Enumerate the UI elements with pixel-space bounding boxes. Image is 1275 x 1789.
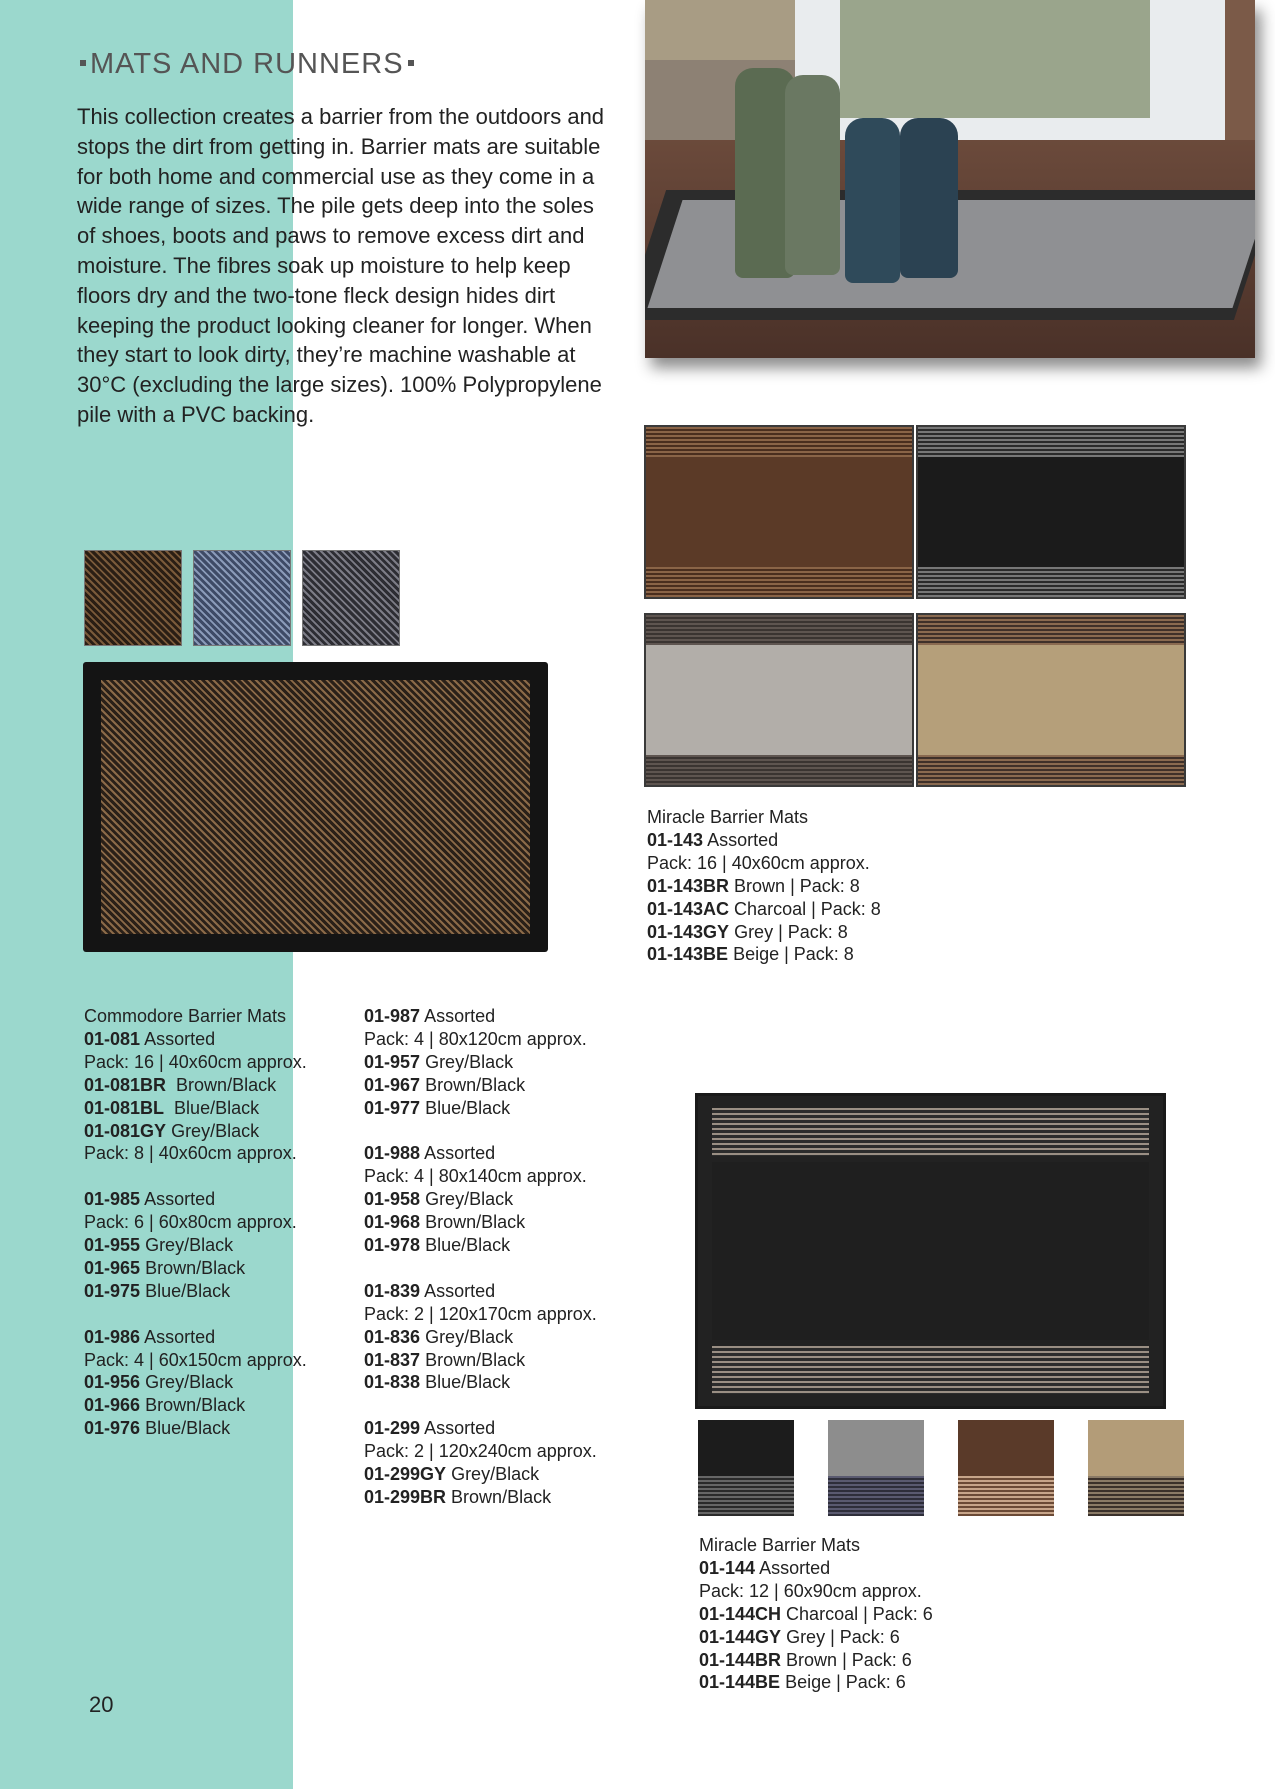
- miracle-mat-brown: [644, 425, 914, 599]
- product-code: 01-144GY: [699, 1626, 782, 1647]
- page-number: 20: [89, 1692, 114, 1717]
- product-detail: Assorted: [420, 1143, 496, 1164]
- product-code: 01-081: [84, 1028, 141, 1049]
- miracle-144-heading: Miracle Barrier Mats: [699, 1535, 861, 1555]
- product-line: [647, 852, 881, 875]
- product-detail: Brown | Pack: 8: [729, 875, 860, 896]
- product-line: [364, 1142, 597, 1165]
- product-line: [84, 1120, 307, 1143]
- product-line: [84, 1257, 307, 1280]
- product-detail: Pack: 16 | 40x60cm approx.: [84, 1051, 307, 1072]
- product-line: [364, 1417, 597, 1440]
- miracle-mat-charcoal: [916, 425, 1186, 599]
- bullet-icon: [80, 60, 86, 66]
- product-code: 01-955: [84, 1235, 141, 1256]
- product-detail: Blue/Black: [140, 1418, 231, 1439]
- product-code: 01-144CH: [699, 1603, 782, 1624]
- product-detail: Assorted: [420, 1280, 496, 1301]
- product-detail: Grey/Black: [140, 1372, 234, 1393]
- product-code: 01-143: [647, 829, 704, 850]
- swatch-brown-black: [84, 550, 182, 646]
- product-line: [364, 1349, 597, 1372]
- product-code: 01-988: [364, 1143, 421, 1164]
- product-detail: Charcoal | Pack: 6: [781, 1603, 933, 1624]
- product-detail: Assorted: [703, 829, 779, 850]
- product-line: [647, 829, 881, 852]
- product-line: [84, 1051, 307, 1074]
- product-detail: Grey | Pack: 8: [729, 921, 848, 942]
- product-code: 01-986: [84, 1326, 141, 1347]
- product-detail: Blue/Black: [140, 1280, 231, 1301]
- product-code: 01-299GY: [364, 1464, 447, 1485]
- product-line: [647, 921, 881, 944]
- product-code: 01-836: [364, 1326, 421, 1347]
- miracle-143-lines: [647, 829, 881, 966]
- product-code: 01-143BE: [647, 944, 729, 965]
- commodore-groups: [84, 1028, 307, 1440]
- product-line: [364, 1005, 597, 1028]
- product-code: 01-143GY: [647, 921, 730, 942]
- product-detail: Grey | Pack: 6: [781, 1626, 900, 1647]
- product-code: 01-978: [364, 1235, 421, 1256]
- product-code: 01-968: [364, 1212, 421, 1233]
- product-line: [699, 1557, 933, 1580]
- product-detail: Grey/Black: [420, 1051, 514, 1072]
- swatch-charcoal: [698, 1420, 794, 1516]
- product-detail: Assorted: [420, 1418, 496, 1439]
- product-detail: Assorted: [140, 1326, 216, 1347]
- swatch-grey: [828, 1420, 924, 1516]
- product-line: [84, 1371, 307, 1394]
- product-detail: Pack: 4 | 80x140cm approx.: [364, 1166, 587, 1187]
- product-detail: Pack: 16 | 40x60cm approx.: [647, 852, 870, 873]
- miracle-143-heading: Miracle Barrier Mats: [647, 807, 809, 827]
- product-line: [364, 1051, 597, 1074]
- product-code: 01-144BR: [699, 1649, 782, 1670]
- product-line: [364, 1074, 597, 1097]
- product-line: [364, 1371, 597, 1394]
- product-line: [84, 1211, 307, 1234]
- miracle-large-mat-image: [695, 1093, 1166, 1409]
- miracle-144-product-list: [699, 1534, 933, 1694]
- product-code: 01-839: [364, 1280, 421, 1301]
- product-detail: Brown/Black: [420, 1212, 526, 1233]
- commodore-large-product-list: [364, 1005, 597, 1509]
- commodore-mat-image: [83, 662, 548, 952]
- product-detail: Pack: 12 | 60x90cm approx.: [699, 1580, 922, 1601]
- product-line: [647, 898, 881, 921]
- product-detail: Blue/Black: [420, 1372, 511, 1393]
- product-code: 01-958: [364, 1189, 421, 1210]
- bullet-icon: [408, 60, 414, 66]
- product-detail: Grey/Black: [140, 1235, 234, 1256]
- product-line: [699, 1580, 933, 1603]
- boots-on-mat-photo: [645, 0, 1255, 358]
- product-line: [364, 1234, 597, 1257]
- product-detail: Pack: 4 | 60x150cm approx.: [84, 1349, 307, 1370]
- product-detail: Brown | Pack: 6: [781, 1649, 912, 1670]
- product-line: [647, 875, 881, 898]
- product-line: [84, 1074, 307, 1097]
- page-title: [80, 48, 414, 81]
- product-detail: Pack: 8 | 40x60cm approx.: [84, 1143, 297, 1164]
- miracle-144-lines: [699, 1557, 933, 1694]
- product-code: 01-975: [84, 1280, 141, 1301]
- swatch-beige: [1088, 1420, 1184, 1516]
- product-code: 01-081BR: [84, 1074, 167, 1095]
- product-detail: Assorted: [140, 1189, 216, 1210]
- product-code: 01-837: [364, 1349, 421, 1370]
- product-code: 01-967: [364, 1074, 421, 1095]
- product-line: [364, 1303, 597, 1326]
- product-detail: Brown/Black: [446, 1486, 552, 1507]
- product-line: [364, 1097, 597, 1120]
- product-code: 01-977: [364, 1097, 421, 1118]
- product-line: [699, 1649, 933, 1672]
- product-line: [364, 1280, 597, 1303]
- product-detail: Blue/Black: [420, 1097, 511, 1118]
- product-line: [84, 1417, 307, 1440]
- product-line: [364, 1211, 597, 1234]
- product-detail: Grey/Black: [446, 1464, 540, 1485]
- product-code: 01-965: [84, 1257, 141, 1278]
- miracle-mat-grey: [644, 613, 914, 787]
- product-code: 01-957: [364, 1051, 421, 1072]
- product-detail: Blue/Black: [164, 1097, 260, 1118]
- product-line: [84, 1326, 307, 1349]
- product-detail: Blue/Black: [420, 1235, 511, 1256]
- product-detail: Pack: 6 | 60x80cm approx.: [84, 1212, 297, 1233]
- product-code: 01-838: [364, 1372, 421, 1393]
- intro-paragraph: This collection creates a barrier from the outdoors and stops the dirt from getting in. Barrier mats are suitable for both home and commercial use as they come in a wide range of sizes. The pile gets deep into the soles of shoes, boots and paws to remove excess dirt and moisture. The fibres soak up moisture to help keep floors dry and the two-tone fleck design hides dirt keeping the product looking cleaner for longer. When they start to look dirty, they’re machine washable at 30°C (excluding the large sizes). 100% Polypropylene pile with a PVC backing.: [77, 104, 605, 427]
- product-line: [84, 1142, 307, 1165]
- product-line: [84, 1349, 307, 1372]
- product-code: 01-985: [84, 1189, 141, 1210]
- product-detail: Brown/Black: [420, 1074, 526, 1095]
- product-code: 01-956: [84, 1372, 141, 1393]
- commodore-product-list: [84, 1005, 307, 1440]
- commodore-large-groups: [364, 1005, 597, 1509]
- swatch-brown: [958, 1420, 1054, 1516]
- product-detail: Grey/Black: [166, 1120, 260, 1141]
- product-detail: Pack: 2 | 120x240cm approx.: [364, 1441, 597, 1462]
- product-line: [84, 1028, 307, 1051]
- product-detail: Assorted: [755, 1557, 831, 1578]
- product-line: [699, 1603, 933, 1626]
- product-detail: Pack: 2 | 120x170cm approx.: [364, 1303, 597, 1324]
- product-detail: Brown/Black: [140, 1257, 246, 1278]
- product-detail: Grey/Black: [420, 1326, 514, 1347]
- product-code: 01-144: [699, 1557, 756, 1578]
- product-code: 01-987: [364, 1006, 421, 1026]
- product-line: [364, 1463, 597, 1486]
- product-code: 01-081BL: [84, 1097, 165, 1118]
- product-line: [364, 1165, 597, 1188]
- product-line: [84, 1188, 307, 1211]
- product-line: [699, 1626, 933, 1649]
- page-title-text: MATS AND RUNNERS: [90, 48, 404, 80]
- commodore-heading: Commodore Barrier Mats: [84, 1006, 287, 1026]
- swatch-blue-black: [193, 550, 291, 646]
- product-code: 01-299: [364, 1418, 421, 1439]
- product-line: [84, 1394, 307, 1417]
- product-line: [364, 1188, 597, 1211]
- miracle-mat-beige: [916, 613, 1186, 787]
- product-code: 01-976: [84, 1418, 141, 1439]
- product-line: [84, 1280, 307, 1303]
- product-line: [699, 1671, 933, 1694]
- product-detail: Beige | Pack: 6: [780, 1672, 906, 1693]
- product-detail: Grey/Black: [420, 1189, 514, 1210]
- product-code: 01-143AC: [647, 898, 730, 919]
- product-line: [364, 1440, 597, 1463]
- product-detail: Brown/Black: [166, 1074, 277, 1095]
- miracle-143-product-list: [647, 806, 881, 966]
- product-detail: Assorted: [140, 1028, 216, 1049]
- product-code: 01-144BE: [699, 1672, 781, 1693]
- swatch-grey-black: [302, 550, 400, 646]
- product-code: 01-966: [84, 1395, 141, 1416]
- product-code: 01-081GY: [84, 1120, 167, 1141]
- product-code: 01-143BR: [647, 875, 730, 896]
- product-line: [364, 1486, 597, 1509]
- product-line: [84, 1234, 307, 1257]
- product-code: 01-299BR: [364, 1486, 447, 1507]
- product-line: [364, 1028, 597, 1051]
- product-detail: Beige | Pack: 8: [728, 944, 854, 965]
- product-line: [364, 1326, 597, 1349]
- product-detail: Charcoal | Pack: 8: [729, 898, 881, 919]
- product-line: [647, 943, 881, 966]
- product-line: [84, 1097, 307, 1120]
- product-detail: Brown/Black: [420, 1349, 526, 1370]
- product-detail: Assorted: [420, 1006, 496, 1026]
- product-detail: Brown/Black: [140, 1395, 246, 1416]
- product-detail: Pack: 4 | 80x120cm approx.: [364, 1028, 587, 1049]
